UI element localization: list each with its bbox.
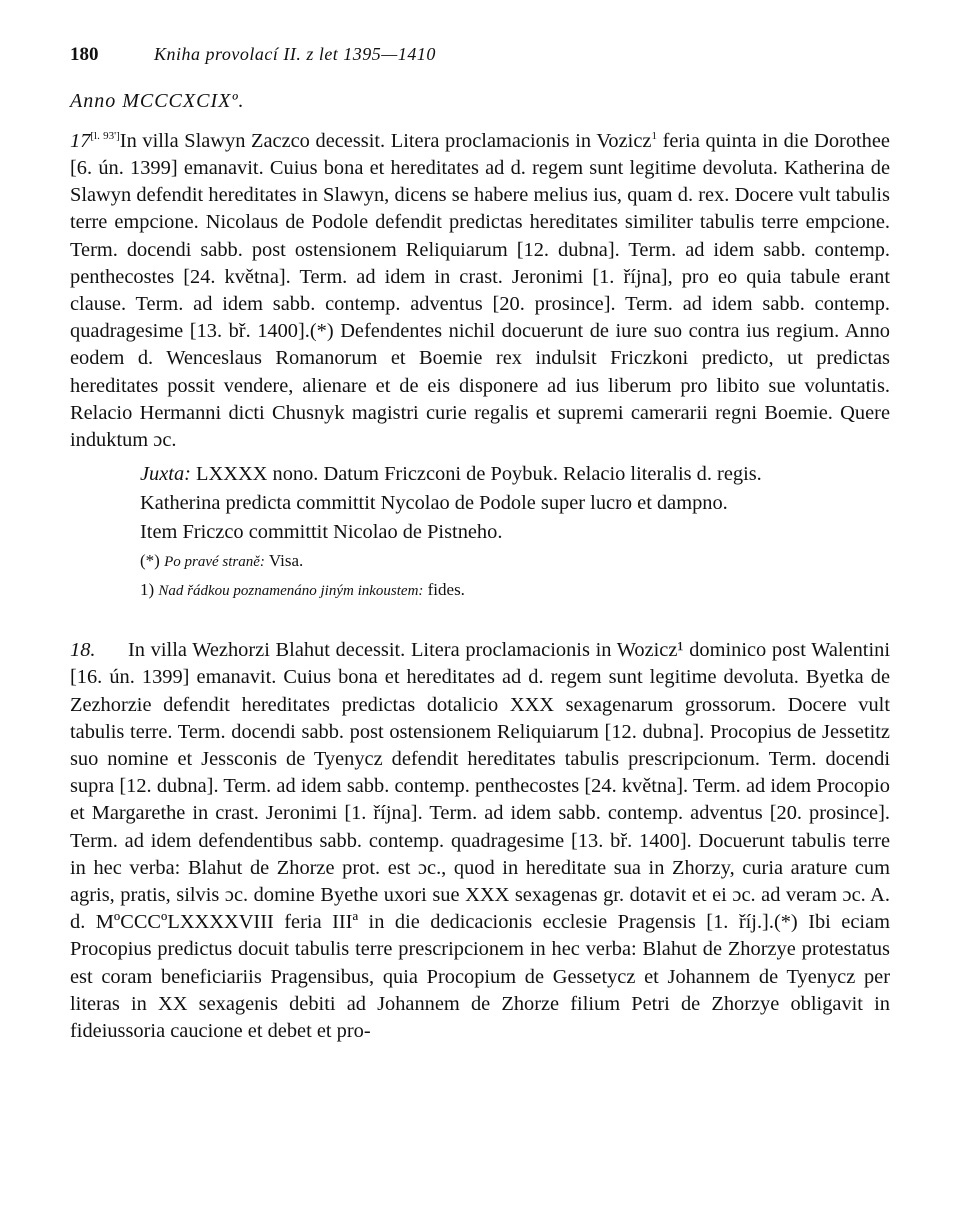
entry-17-subnotes [140,460,890,547]
entry-17-text: feria quinta in die Dorothee [6. ún. 1399] emanavit. Cuius bona et hereditates ad d. regem sunt legitime devoluta. Katherina de Slawyn defendit hereditates in Slawyn, dicens se habere melius ius, quam d. rex. Docere vult tabulis terre empcione. Nicolaus de Podole defendit predictas hereditates similiter tabulis terre empcione. Term. docendi sabb. post ostensionem Reliquiarum [12. dubna]. Term. ad idem sabb. contemp. penthecostes [24. května]. Term. ad idem in crast. Jeronimi [1. října], pro eo quia tabule erant clause. Term. ad idem sabb. contemp. adventus [20. prosince]. Term. ad idem sabb. contemp. quadragesime [13. bř. 1400].(*) Defendentes nichil docuerunt de iure suo contra ius regium. Anno eodem d. Wenceslaus Romanorum et Boemie rex indulsit Friczkoni predicto, ut predictas hereditates possit vendere, alienare et de eis disponere ad ius liberum pro libito sue voluntatis. Relacio Hermanni dicti Chusnyk magistri curie regalis et supremi camerarii regni Boemie. Quere induktum ɔc. [70,129,890,452]
page-number: 180 [70,44,99,65]
juxta-text: LXXXX nono. Datum Friczconi de Poybuk. Relacio literalis d. regis. [190,463,762,486]
year-heading: Anno MCCCXCIXº. [70,90,245,112]
footnote-star [140,547,890,576]
footnote-star-note: Po pravé straně: [164,554,265,571]
entry-17-folio: [l. 93'] [90,130,120,142]
footnote-1-note: Nad řádkou poznamenáno jiným inkoustem: [158,583,424,600]
entry-17-paragraph [70,123,890,454]
footnote-1-text: fides. [427,580,465,600]
spacer [70,605,890,627]
juxta-line [140,460,890,489]
entry-18-number: 18. [70,639,96,662]
commit-line-2: Item Friczco committit Nicolao de Pistneho. [140,521,503,544]
footnote-1 [140,576,890,605]
entry-18 [70,637,890,1045]
entry-17-number: 17 [70,129,91,152]
entry-18-text: In villa Wezhorzi Blahut decessit. Litera proclamacionis in Wozicz¹ dominico post Walentini [16. ún. 1399] emanavit. Cuius bona et hereditates ad d. regem sunt legitime devoluta. Byetka de Zezhorzie defendit hereditates predictas dotalicio XXX sexagenarum grossorum. Docere vult tabulis terre. Term. docendi sabb. post ostensionem Reliquiarum [12. dubna]. Procopius de Jessetitz suo nomine et Jessconis de Tyenycz defendit hereditates tabulis prescripcionum. Term. docendi supra [12. dubna]. Term. ad idem sabb. contemp. penthecostes [24. května]. Term. ad idem Procopio et Margarethe in crast. Jeronimi [1. října]. Term. ad idem sabb. contemp. adventus [20. prosince]. Term. ad idem defendentibus sabb. contemp. quadragesime [13. bř. 1400]. Docuerunt tabulis terre in hec verba: Blahut de Zhorze prot. est ɔc., quod in hereditate sua in Zhorzy, curia arature cum agris, pratis, silvis ɔc. domine Byethe uxori sue XXX sexagenas gr. dotavit et ei ɔc. ad veram ɔc. A. d. MºCCCºLXXXXVIII feria IIIª in die dedicacionis ecclesie Pragensis [1. říj.].(*) Ibi eciam Procopius predictus docuit tabulis terre prescripcionem in hec verba: Blahut de Zhorzye protestatus est coram beneficiariis Pragensibus, quia Procopium de Gessetycz et Johannem de Tyenycz per literas in XX sexagenis debiti ad Johannem de Zhorze filium Petri de Zhorzye obligavit in fideiussoria caucione et debet et pro- [70,639,890,1043]
entry-17-footnote-marker: 1 [651,130,657,142]
footnote-star-marker: (*) [140,551,160,571]
juxta-label: Juxta: [140,463,191,486]
entry-18-paragraph [70,637,890,1045]
page-header [70,44,890,74]
entry-17-text-start: In villa Slawyn Zaczco decessit. Litera proclamacionis in Vozicz [119,129,652,152]
running-title: Kniha provolací II. z let 1395—1410 [154,44,436,64]
commit-line-1: Katherina predicta committit Nycolao de Podole super lucro et dampno. [140,492,728,515]
footnote-1-marker: 1) [140,580,155,600]
document-page [70,44,890,1045]
footnote-star-text: Visa. [268,551,304,571]
entry-17 [70,123,890,605]
